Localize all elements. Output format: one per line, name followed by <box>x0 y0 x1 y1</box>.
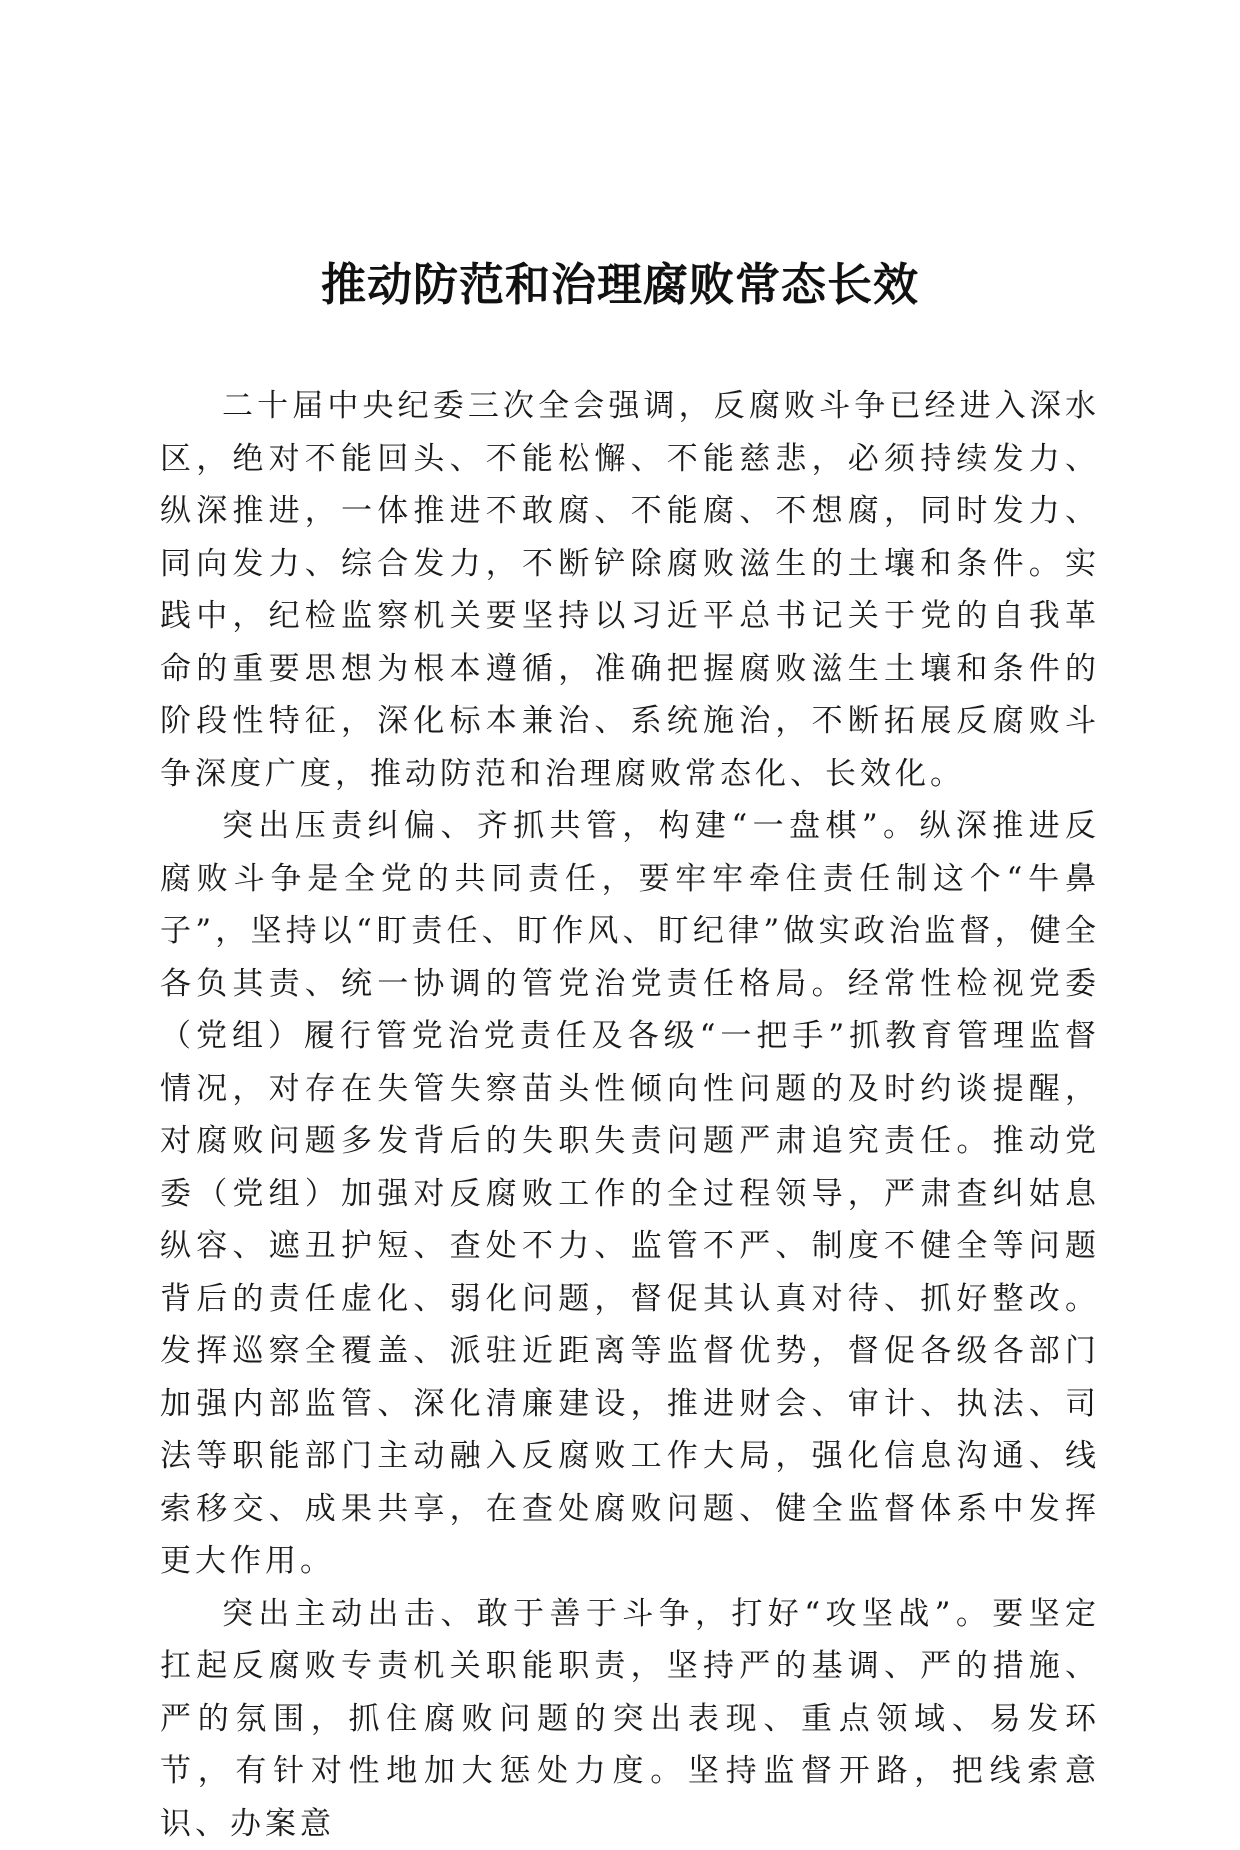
paragraph-intro: 二十届中央纪委三次全会强调，反腐败斗争已经进入深水区，绝对不能回头、不能松懈、不能慈悲，必须持续发力、纵深推进，一体推进不敢腐、不能腐、不想腐，同时发力、同向发力、综合发力，不断铲除腐败滋生的土壤和条件。实践中，纪检监察机关要坚持以习近平总书记关于党的自我革命的重要思想为根本遵循，准确把握腐败滋生土壤和条件的阶段性特征，深化标本兼治、系统施治，不断拓展反腐败斗争深度广度，推动防范和治理腐败常态化、长效化。 <box>160 380 1100 800</box>
paragraph-responsibility: 突出压责纠偏、齐抓共管，构建“一盘棋”。纵深推进反腐败斗争是全党的共同责任，要牢牢牵住责任制这个“牛鼻子”，坚持以“盯责任、盯作风、盯纪律”做实政治监督，健全各负其责、统一协调的管党治党责任格局。经常性检视党委（党组）履行管党治党责任及各级“一把手”抓教育管理监督情况，对存在失管失察苗头性倾向性问题的及时约谈提醒，对腐败问题多发背后的失职失责问题严肃追究责任。推动党委（党组）加强对反腐败工作的全过程领导，严肃查纠姑息纵容、遮丑护短、查处不力、监管不严、制度不健全等问题背后的责任虚化、弱化问题，督促其认真对待、抓好整改。发挥巡察全覆盖、派驻近距离等监督优势，督促各级各部门加强内部监管、深化清廉建设，推进财会、审计、执法、司法等职能部门主动融入反腐败工作大局，强化信息沟通、线索移交、成果共享，在查处腐败问题、健全监督体系中发挥更大作用。 <box>160 800 1100 1588</box>
document-title: 推动防范和治理腐败常态长效 <box>0 255 1240 315</box>
document-body <box>160 380 1100 1850</box>
paragraph-offensive: 突出主动出击、敢于善于斗争，打好“攻坚战”。要坚定扛起反腐败专责机关职能职责，坚持严的基调、严的措施、严的氛围，抓住腐败问题的突出表现、重点领域、易发环节，有针对性地加大惩处力度。坚持监督开路，把线索意识、办案意 <box>160 1588 1100 1850</box>
